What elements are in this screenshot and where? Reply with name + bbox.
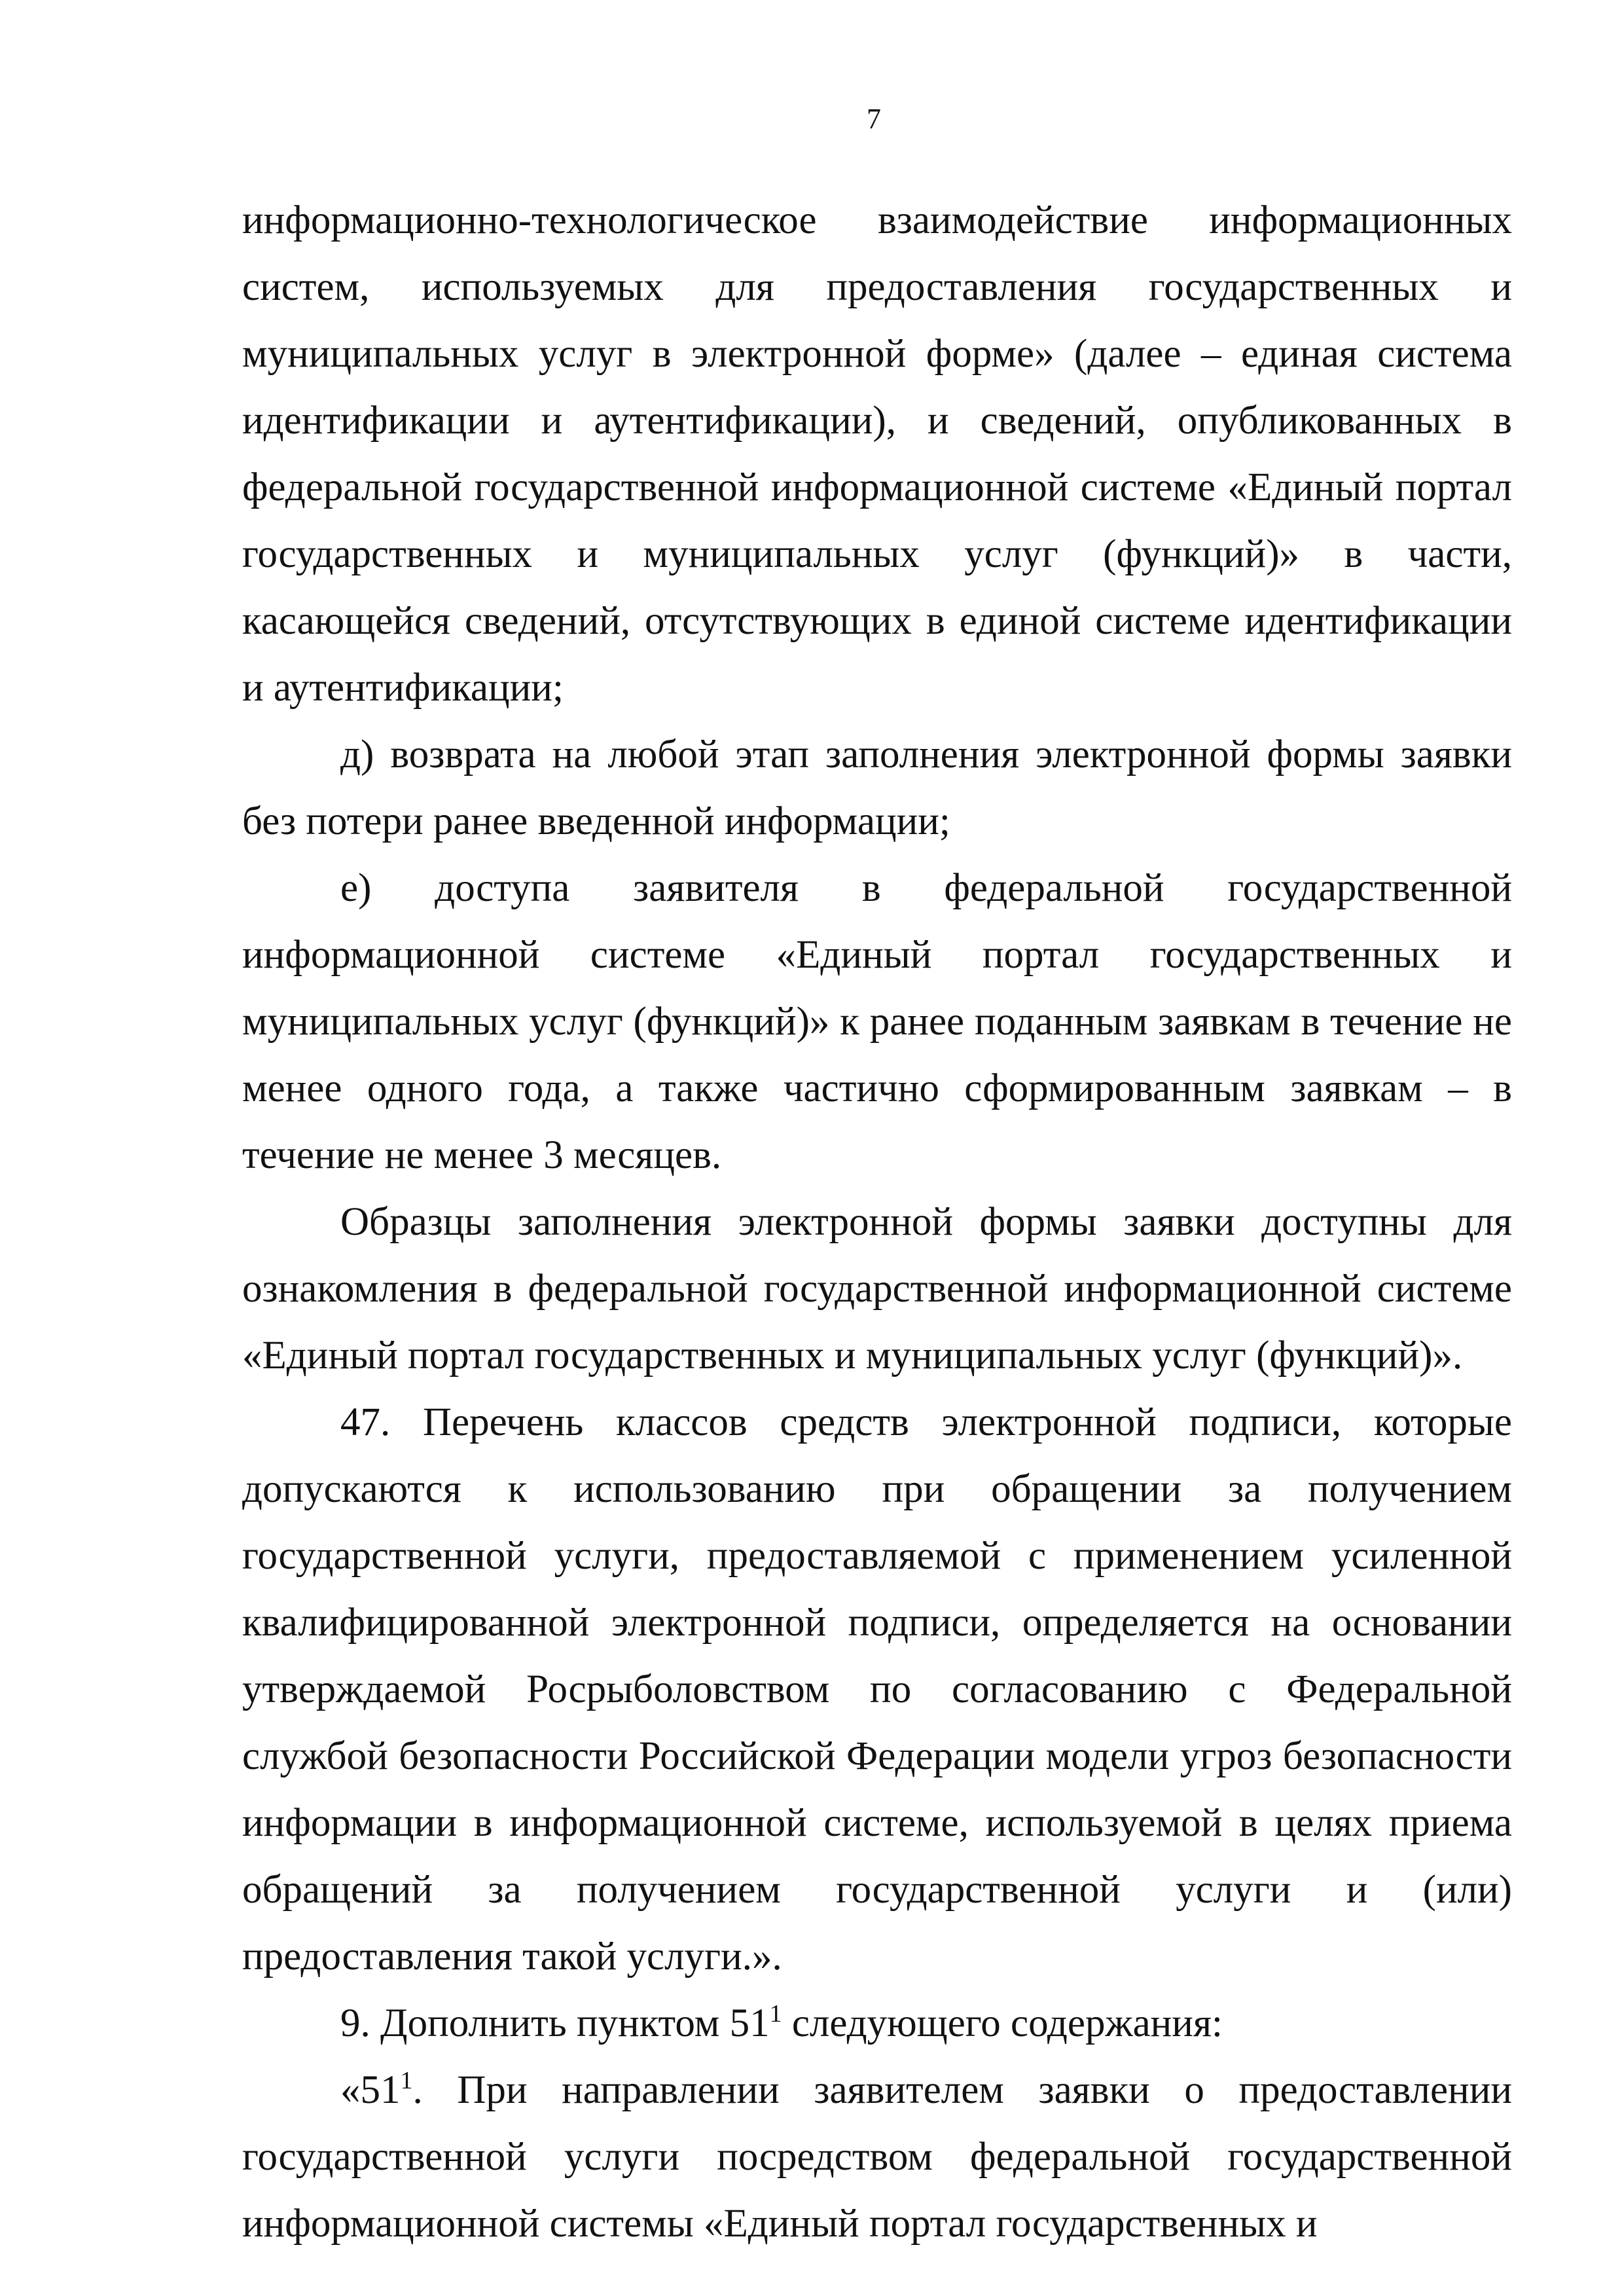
paragraph-samples: Образцы заполнения электронной формы заявки доступны для ознакомления в федеральной государственной информационной системе «Единый портал государственных и муниципальных услуг (функций)».: [242, 1200, 1512, 1377]
document-body: [242, 187, 1512, 2257]
amendment-9-text-before: 9. Дополнить пунктом 51: [340, 2001, 770, 2045]
page-number: 7: [867, 103, 881, 135]
paragraph-item-e: е) доступа заявителя в федеральной государственной информационной системе «Единый портал государственных и муниципальных услуг (функций)» к ранее поданным заявкам в течение не менее одного года, а также частично сформированным заявкам – в течение не менее 3 месяцев.: [242, 866, 1512, 1177]
paragraph-51-1-text: . При направлении заявителем заявки о предоставлении государственной услуги посредством федеральной государственной информационной системы «Единый портал государственных и: [242, 2068, 1512, 2246]
paragraph-item-d: д) возврата на любой этап заполнения электронной формы заявки без потери ранее введенной информации;: [242, 733, 1512, 843]
amendment-9-text-after: следующего содержания:: [782, 2001, 1223, 2045]
superscript-1: 1: [400, 2067, 413, 2094]
paragraph-amendment-9: [242, 1990, 1512, 2057]
superscript-1: 1: [769, 2000, 782, 2028]
paragraph-51-1-number: «51: [340, 2068, 401, 2112]
paragraph-continuation: информационно-технологическое взаимодействие информационных систем, используемых для предоставления государственных и муниципальных услуг в электронной форме» (далее – единая система идентификации и аутентификации), и сведений, опубликованных в федеральной государственной информационной системе «Единый портал государственных и муниципальных услуг (функций)» в части, касающейся сведений, отсутствующих в единой системе идентификации и аутентификации;: [242, 198, 1512, 710]
paragraph-47: 47. Перечень классов средств электронной подписи, которые допускаются к использованию при обращении за получением государственной услуги, предоставляемой с применением усиленной квалифицированной электронной подписи, определяется на основании утверждаемой Росрыболовством по согласованию с Федеральной службой безопасности Российской Федерации модели угроз безопасности информации в информационной системе, используемой в целях приема обращений за получением государственной услуги и (или) предоставления такой услуги.».: [242, 1400, 1512, 1978]
paragraph-51-1: [242, 2057, 1512, 2257]
